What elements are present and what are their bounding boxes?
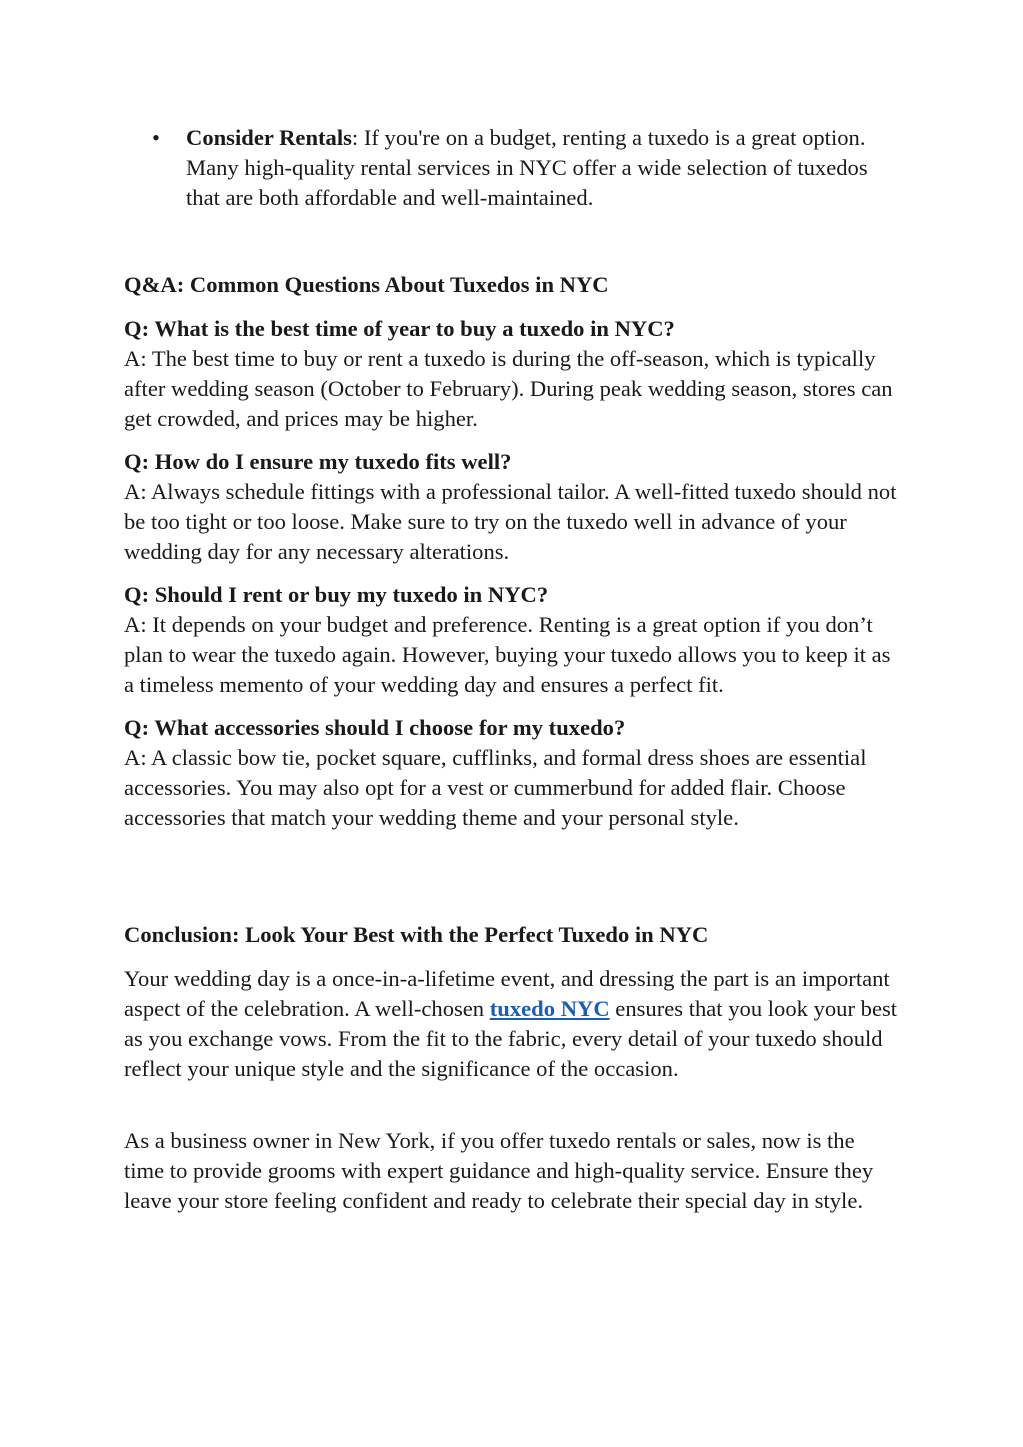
qa-answer: A: It depends on your budget and preference. Renting is a great option if you don’t plan to wear the tuxedo again. However, buying your tuxedo allows you to keep it as a timeless memento of your wedding day and ensures a perfect fit. (124, 612, 891, 697)
paragraph-text: ensures that you look your best as you exchange vows. From the fit to the fabric, every detail of your tuxedo should reflect your unique style and the significance of the occasion. (124, 996, 898, 1081)
qa-item-1 (124, 314, 899, 434)
bullet-text: : If you're on a budget, renting a tuxedo is a great option. Many high-quality rental services in NYC offer a wide selection of tuxedos that are both affordable and well-maintained. (186, 125, 868, 210)
bullet-term: Consider Rentals (186, 125, 352, 150)
tuxedo-nyc-link[interactable]: tuxedo NYC (489, 996, 610, 1021)
qa-item-4 (124, 713, 899, 833)
conclusion-paragraph-1 (124, 964, 899, 1084)
conclusion-paragraph-2: As a business owner in New York, if you offer tuxedo rentals or sales, now is the time to provide grooms with expert guidance and high-quality service. Ensure they leave your store feeling confident and ready to celebrate their special day in style. (124, 1128, 874, 1213)
bullet-icon: • (152, 125, 160, 150)
qa-answer: A: A classic bow tie, pocket square, cufflinks, and formal dress shoes are essential accessories. You may also opt for a vest or cummerbund for added flair. Choose accessories that match your wedding theme and your personal style. (124, 745, 867, 830)
paragraph-text: Your wedding day is a once-in-a-lifetime event, and dressing the part is an important aspect of the celebration. A well-chosen (124, 966, 890, 1021)
qa-question: Q: What accessories should I choose for my tuxedo? (124, 715, 626, 740)
bullet-item-consider-rentals (186, 123, 886, 213)
qa-question: Q: How do I ensure my tuxedo fits well? (124, 449, 512, 474)
qa-heading: Q&A: Common Questions About Tuxedos in NYC (124, 272, 609, 297)
qa-item-3 (124, 580, 899, 700)
qa-answer: A: Always schedule fittings with a professional tailor. A well-fitted tuxedo should not be too tight or too loose. Make sure to try on the tuxedo well in advance of your wedding day for any necessary alterations. (124, 479, 897, 564)
qa-question: Q: What is the best time of year to buy a tuxedo in NYC? (124, 316, 675, 341)
qa-answer: A: The best time to buy or rent a tuxedo is during the off-season, which is typically after wedding season (October to February). During peak wedding season, stores can get crowded, and prices may be higher. (124, 346, 893, 431)
conclusion-heading: Conclusion: Look Your Best with the Perfect Tuxedo in NYC (124, 922, 709, 947)
qa-question: Q: Should I rent or buy my tuxedo in NYC? (124, 582, 549, 607)
qa-item-2 (124, 447, 899, 567)
